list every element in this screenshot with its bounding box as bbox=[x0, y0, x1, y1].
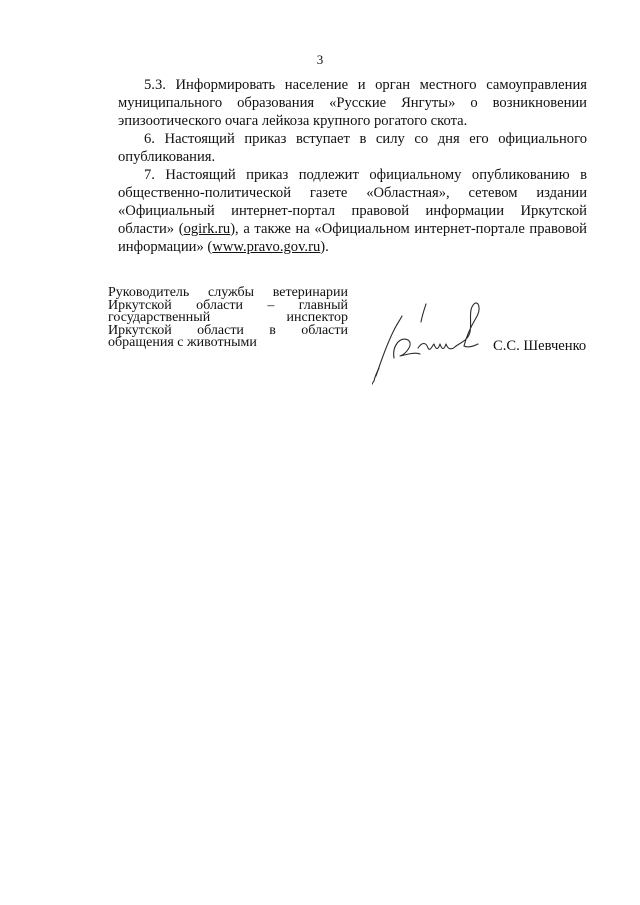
paragraph-5-3: 5.3. Информировать население и орган местного самоуправления муниципального образования «Русские Янгуты» о возникновении эпизоотического очага лейкоза крупного рогатого скота. bbox=[118, 77, 587, 129]
paragraph-7-text-start: 7. Настоящий приказ подлежит официальному опубликованию в общественно-политической газете «Областная», сетевом издании «Официальный интернет-портал правовой информации Иркутской области» ( bbox=[118, 167, 587, 237]
paragraph-7 bbox=[118, 166, 587, 256]
position-line-2: Иркутской области – главный bbox=[108, 297, 348, 313]
position-line-1: Руководитель службы ветеринарии bbox=[108, 285, 348, 300]
pravo-link[interactable]: www.pravo.gov.ru bbox=[212, 239, 321, 255]
paragraph-7-text-end: ). bbox=[320, 239, 329, 255]
position-line-4: Иркутской области в области bbox=[108, 322, 348, 338]
ogirk-link[interactable]: ogirk.ru bbox=[183, 221, 231, 237]
signer-name: С.С. Шевченко bbox=[493, 338, 587, 354]
handwritten-signature bbox=[372, 296, 502, 386]
document-body bbox=[118, 76, 587, 256]
paragraph-7-text-middle: ), а также на «Официальном интернет-портале правовой информации» ( bbox=[118, 221, 587, 255]
signatory-position bbox=[108, 287, 348, 350]
page-number: 3 bbox=[316, 52, 324, 67]
paragraph-6: 6. Настоящий приказ вступает в силу со дня его официального опубликования. bbox=[118, 131, 587, 165]
position-line-3: государственный инспектор bbox=[108, 310, 348, 325]
position-line-5: обращения с животными bbox=[108, 335, 257, 350]
